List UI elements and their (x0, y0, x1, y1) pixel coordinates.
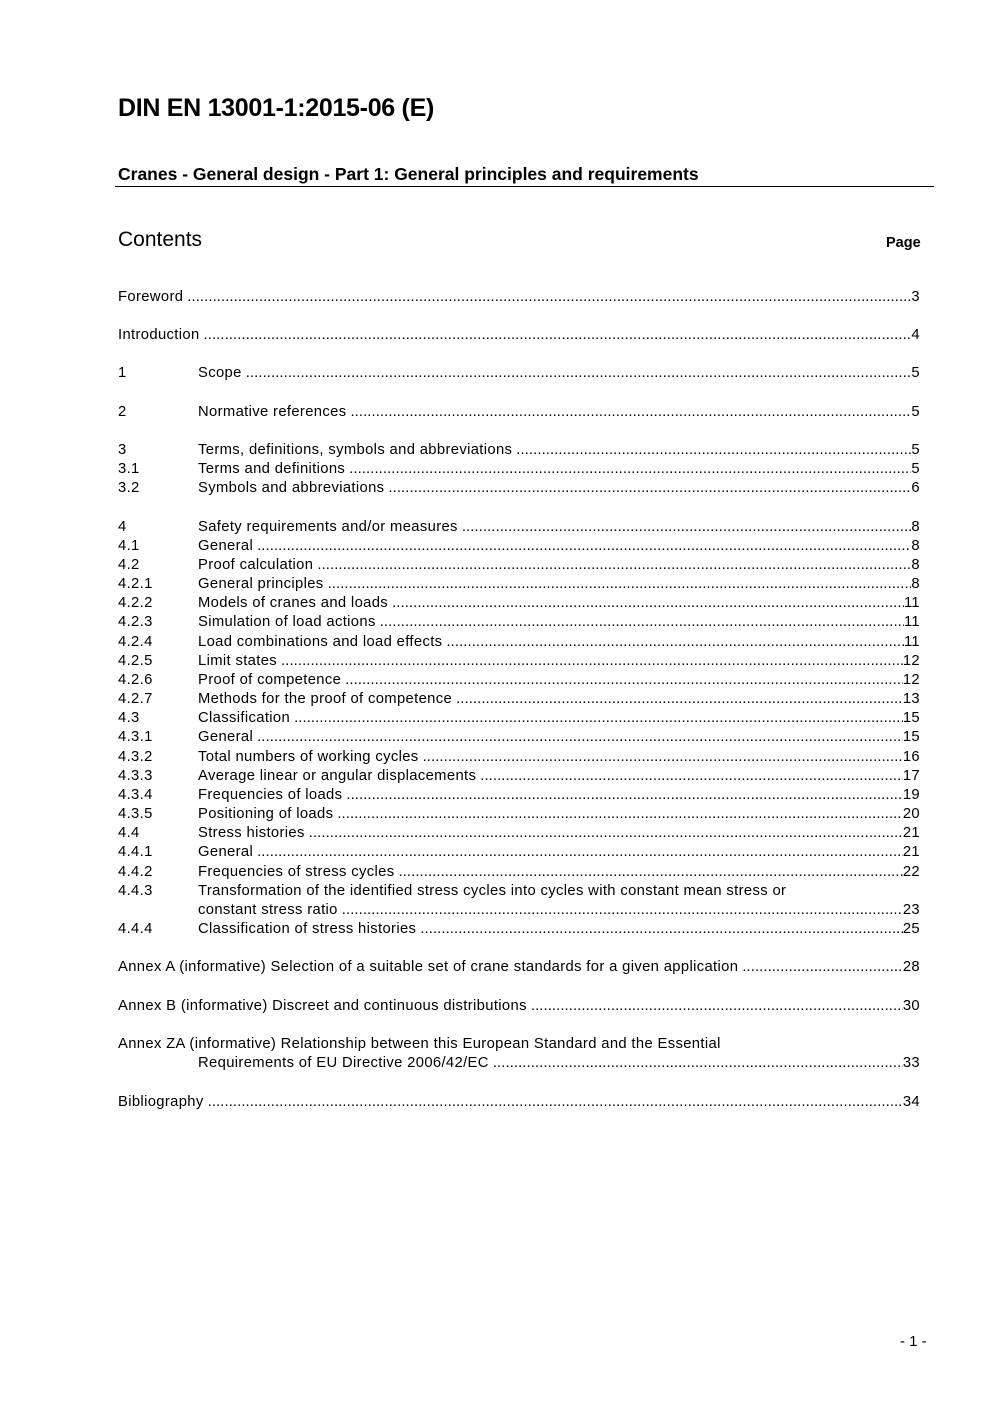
toc-entry-body (118, 326, 920, 345)
toc-entry-title: General principles (198, 576, 324, 592)
toc-entry-page: 4 (911, 327, 920, 343)
toc-entry-page: 33 (902, 1055, 920, 1071)
toc-entry-body (198, 786, 920, 805)
toc-entry[interactable] (118, 1054, 920, 1073)
toc-entry-body (198, 479, 920, 498)
toc-entry-title: Bibliography (118, 1094, 204, 1110)
toc-entry-title: Simulation of load actions (198, 614, 376, 630)
toc-entry-body (198, 1054, 920, 1073)
toc-entry-title: Terms, definitions, symbols and abbreviations (198, 442, 513, 458)
toc-entry-number: 4.3.2 (118, 749, 153, 765)
toc-leader-dots (328, 575, 912, 594)
toc-entry-page: 11 (903, 614, 920, 630)
toc-leader-dots (337, 805, 903, 824)
toc-entry-number: 4.4 (118, 825, 140, 841)
toc-entry-page: 11 (903, 595, 920, 611)
toc-entry-number: 1 (118, 365, 127, 381)
toc-entry-page: 16 (902, 749, 920, 765)
toc-leader-dots (462, 518, 912, 537)
toc-entry[interactable] (118, 613, 920, 632)
toc-entry-title: Requirements of EU Directive 2006/42/EC (198, 1055, 489, 1071)
toc-leader-dots (456, 690, 903, 709)
toc-entry-title: Scope (198, 365, 242, 381)
toc-leader-dots (420, 920, 903, 939)
toc-entry-body (198, 690, 920, 709)
toc-entry-line1[interactable] (118, 1035, 920, 1054)
toc-entry-page: 28 (902, 959, 920, 975)
toc-entry-page: 19 (902, 787, 920, 803)
toc-entry[interactable] (118, 767, 920, 786)
toc-entry-body (118, 288, 920, 307)
toc-leader-dots (246, 364, 912, 383)
toc-entry-body (198, 843, 920, 862)
toc-entry-body (198, 575, 920, 594)
toc-entry-title: Limit states (198, 653, 278, 669)
toc-entry-body (118, 997, 920, 1016)
toc-entry-page: 23 (902, 902, 920, 918)
toc-entry-page: 17 (902, 768, 920, 784)
toc-entry-page: 5 (911, 461, 920, 477)
toc-entry[interactable] (118, 633, 920, 652)
document-id: DIN EN 13001-1:2015-06 (E) (118, 94, 434, 122)
toc-entry-number: 4.3.5 (118, 806, 153, 822)
toc-entry-page: 13 (902, 691, 920, 707)
toc-entry-number: 4.4.1 (118, 844, 153, 860)
toc-entry[interactable] (118, 997, 920, 1016)
toc-entry-body (198, 671, 920, 690)
toc-entry-number: 4.3 (118, 710, 140, 726)
toc-entry[interactable] (118, 364, 920, 383)
toc-entry-page: 5 (911, 365, 920, 381)
page-column-label: Page (886, 235, 921, 251)
toc-leader-dots (380, 613, 904, 632)
toc-entry[interactable] (118, 690, 920, 709)
toc-entry-body (198, 537, 920, 556)
toc-leader-dots (388, 479, 911, 498)
toc-entry-body (198, 652, 920, 671)
toc-entry[interactable] (118, 709, 920, 728)
toc-leader-dots (398, 863, 902, 882)
toc-entry-body (198, 901, 920, 920)
toc-entry-title: Frequencies of stress cycles (198, 864, 395, 880)
toc-leader-dots (493, 1054, 903, 1073)
toc-leader-dots (257, 728, 903, 747)
toc-leader-dots (516, 441, 911, 460)
toc-entry-title-line1: Transformation of the identified stress cycles into cycles with constant mean stress or (198, 883, 787, 899)
toc-leader-dots (208, 1093, 903, 1112)
toc-entry-number: 4.2.6 (118, 672, 153, 688)
toc-entry-title: Classification (198, 710, 291, 726)
toc-leader-dots (309, 824, 903, 843)
toc-entry[interactable] (118, 556, 920, 575)
toc-entry-page: 8 (911, 576, 920, 592)
toc-entry[interactable] (118, 441, 920, 460)
toc-entry[interactable] (118, 901, 920, 920)
toc-entry[interactable] (118, 843, 920, 862)
toc-entry-body (118, 1093, 920, 1112)
toc-entry-body (198, 805, 920, 824)
toc-leader-dots (742, 958, 903, 977)
toc-entry-title: Load combinations and load effects (198, 634, 443, 650)
toc-entry-number: 3.2 (118, 480, 140, 496)
toc-entry[interactable] (118, 518, 920, 537)
toc-entry-page: 30 (902, 998, 920, 1014)
toc-entry-body (198, 594, 920, 613)
toc-entry-page: 8 (911, 519, 920, 535)
toc-entry-body (198, 403, 920, 422)
toc-leader-dots (204, 326, 912, 345)
toc-leader-dots (531, 997, 903, 1016)
toc-entry-body (118, 958, 920, 977)
toc-entry-page: 5 (911, 404, 920, 420)
toc-entry-title: General (198, 844, 254, 860)
toc-entry[interactable] (118, 326, 920, 345)
toc-entry-title: Proof calculation (198, 557, 314, 573)
document-subtitle: Cranes - General design - Part 1: General principles and requirements (118, 164, 699, 184)
toc-entry-title-line1: Annex ZA (informative) Relationship between this European Standard and the Essential (118, 1036, 721, 1052)
toc-leader-dots (423, 748, 903, 767)
toc-entry[interactable] (118, 537, 920, 556)
toc-entry-number: 4.2.4 (118, 634, 153, 650)
toc-entry-title: Terms and definitions (198, 461, 346, 477)
toc-entry-body (198, 633, 920, 652)
toc-entry-number: 4.3.1 (118, 729, 153, 745)
toc-entry-page: 12 (902, 672, 920, 688)
toc-entry[interactable] (118, 671, 920, 690)
toc-leader-dots (345, 671, 903, 690)
toc-entry-number: 4.3.3 (118, 768, 153, 784)
toc-entry-number: 4.2 (118, 557, 140, 573)
toc-entry-body (198, 748, 920, 767)
toc-entry[interactable] (118, 786, 920, 805)
toc-entry-title: Classification of stress histories (198, 921, 417, 937)
toc-entry-body (198, 863, 920, 882)
page-number: - 1 - (900, 1333, 927, 1350)
toc-leader-dots (257, 843, 903, 862)
toc-leader-dots (257, 537, 911, 556)
toc-entry-title: Annex A (informative) Selection of a suitable set of crane standards for a given application (118, 959, 739, 975)
toc-entry-page: 3 (911, 289, 920, 305)
toc-entry[interactable] (118, 594, 920, 613)
toc-entry-number: 4.2.2 (118, 595, 153, 611)
toc-entry-title: Foreword (118, 289, 184, 305)
toc-entry-page: 22 (902, 864, 920, 880)
toc-entry-body (198, 613, 920, 632)
toc-entry-body (198, 556, 920, 575)
toc-entry-page: 20 (902, 806, 920, 822)
toc-entry-body (198, 709, 920, 728)
toc-entry-number: 4 (118, 519, 127, 535)
toc-entry[interactable] (118, 920, 920, 939)
toc-entry-number: 4.4.3 (118, 883, 153, 899)
toc-entry-title: Annex B (informative) Discreet and continuous distributions (118, 998, 527, 1014)
toc-leader-dots (294, 709, 903, 728)
toc-entry-page: 15 (902, 710, 920, 726)
contents-heading: Contents (118, 228, 203, 251)
toc-entry-title: Symbols and abbreviations (198, 480, 385, 496)
toc-entry[interactable] (118, 748, 920, 767)
toc-entry-page: 25 (902, 921, 920, 937)
toc-entry-page: 11 (903, 634, 920, 650)
toc-entry-body (198, 364, 920, 383)
toc-entry[interactable] (118, 824, 920, 843)
toc-leader-dots (342, 901, 903, 920)
toc-entry-page: 12 (902, 653, 920, 669)
toc-entry-number: 4.2.3 (118, 614, 153, 630)
toc-leader-dots (317, 556, 911, 575)
toc-entry-number: 4.2.7 (118, 691, 153, 707)
toc-leader-dots (446, 633, 904, 652)
toc-entry-line1[interactable] (118, 882, 920, 901)
toc-leader-dots (480, 767, 903, 786)
toc-entry-page: 6 (911, 480, 920, 496)
toc-entry-body (198, 767, 920, 786)
toc-entry-number: 4.4.2 (118, 864, 153, 880)
toc-entry-body (198, 824, 920, 843)
toc-entry-number: 3.1 (118, 461, 140, 477)
toc-entry[interactable] (118, 652, 920, 671)
toc-entry-number: 4.2.5 (118, 653, 153, 669)
toc-entry[interactable] (118, 403, 920, 422)
toc-entry-number: 4.4.4 (118, 921, 153, 937)
toc-entry[interactable] (118, 479, 920, 498)
toc-entry-page: 15 (902, 729, 920, 745)
toc-entry[interactable] (118, 288, 920, 307)
toc-leader-dots (281, 652, 903, 671)
toc-leader-dots (349, 460, 911, 479)
toc-entry-title: Introduction (118, 327, 200, 343)
toc-entry-page: 8 (911, 538, 920, 554)
toc-entry-page: 21 (902, 844, 920, 860)
toc-leader-dots (187, 288, 911, 307)
toc-entry-body (198, 460, 920, 479)
toc-entry-page: 8 (911, 557, 920, 573)
toc-entry-number: 2 (118, 404, 127, 420)
toc-entry-title: Frequencies of loads (198, 787, 343, 803)
toc-entry-title: Stress histories (198, 825, 305, 841)
toc-entry-title: Normative references (198, 404, 347, 420)
toc-entry-page: 34 (902, 1094, 920, 1110)
toc-entry-title: Total numbers of working cycles (198, 749, 419, 765)
toc-leader-dots (346, 786, 902, 805)
toc-entry[interactable] (118, 958, 920, 977)
toc-entry-body (198, 920, 920, 939)
toc-entry-page: 21 (902, 825, 920, 841)
toc-entry-title: constant stress ratio (198, 902, 338, 918)
toc-entry-title: Safety requirements and/or measures (198, 519, 458, 535)
toc-entry-number: 3 (118, 442, 127, 458)
toc-entry-title: General (198, 729, 254, 745)
toc-entry-number: 4.3.4 (118, 787, 153, 803)
toc-entry-title: Positioning of loads (198, 806, 334, 822)
toc-entry-body (198, 728, 920, 747)
toc-entry-title: Average linear or angular displacements (198, 768, 477, 784)
toc-leader-dots (392, 594, 904, 613)
title-underline (115, 186, 934, 187)
toc-entry-number: 4.2.1 (118, 576, 153, 592)
toc-entry-page: 5 (911, 442, 920, 458)
toc-entry-body (198, 518, 920, 537)
toc-entry-title: General (198, 538, 254, 554)
toc-entry[interactable] (118, 1093, 920, 1112)
toc-entry-title: Methods for the proof of competence (198, 691, 453, 707)
toc-entry-title: Models of cranes and loads (198, 595, 389, 611)
toc-entry[interactable] (118, 805, 920, 824)
toc-entry[interactable] (118, 728, 920, 747)
toc-entry-body (198, 441, 920, 460)
toc-entry-number: 4.1 (118, 538, 140, 554)
toc-leader-dots (350, 403, 911, 422)
toc-entry[interactable] (118, 863, 920, 882)
toc-entry-title: Proof of competence (198, 672, 342, 688)
toc-entry[interactable] (118, 575, 920, 594)
toc-entry[interactable] (118, 460, 920, 479)
